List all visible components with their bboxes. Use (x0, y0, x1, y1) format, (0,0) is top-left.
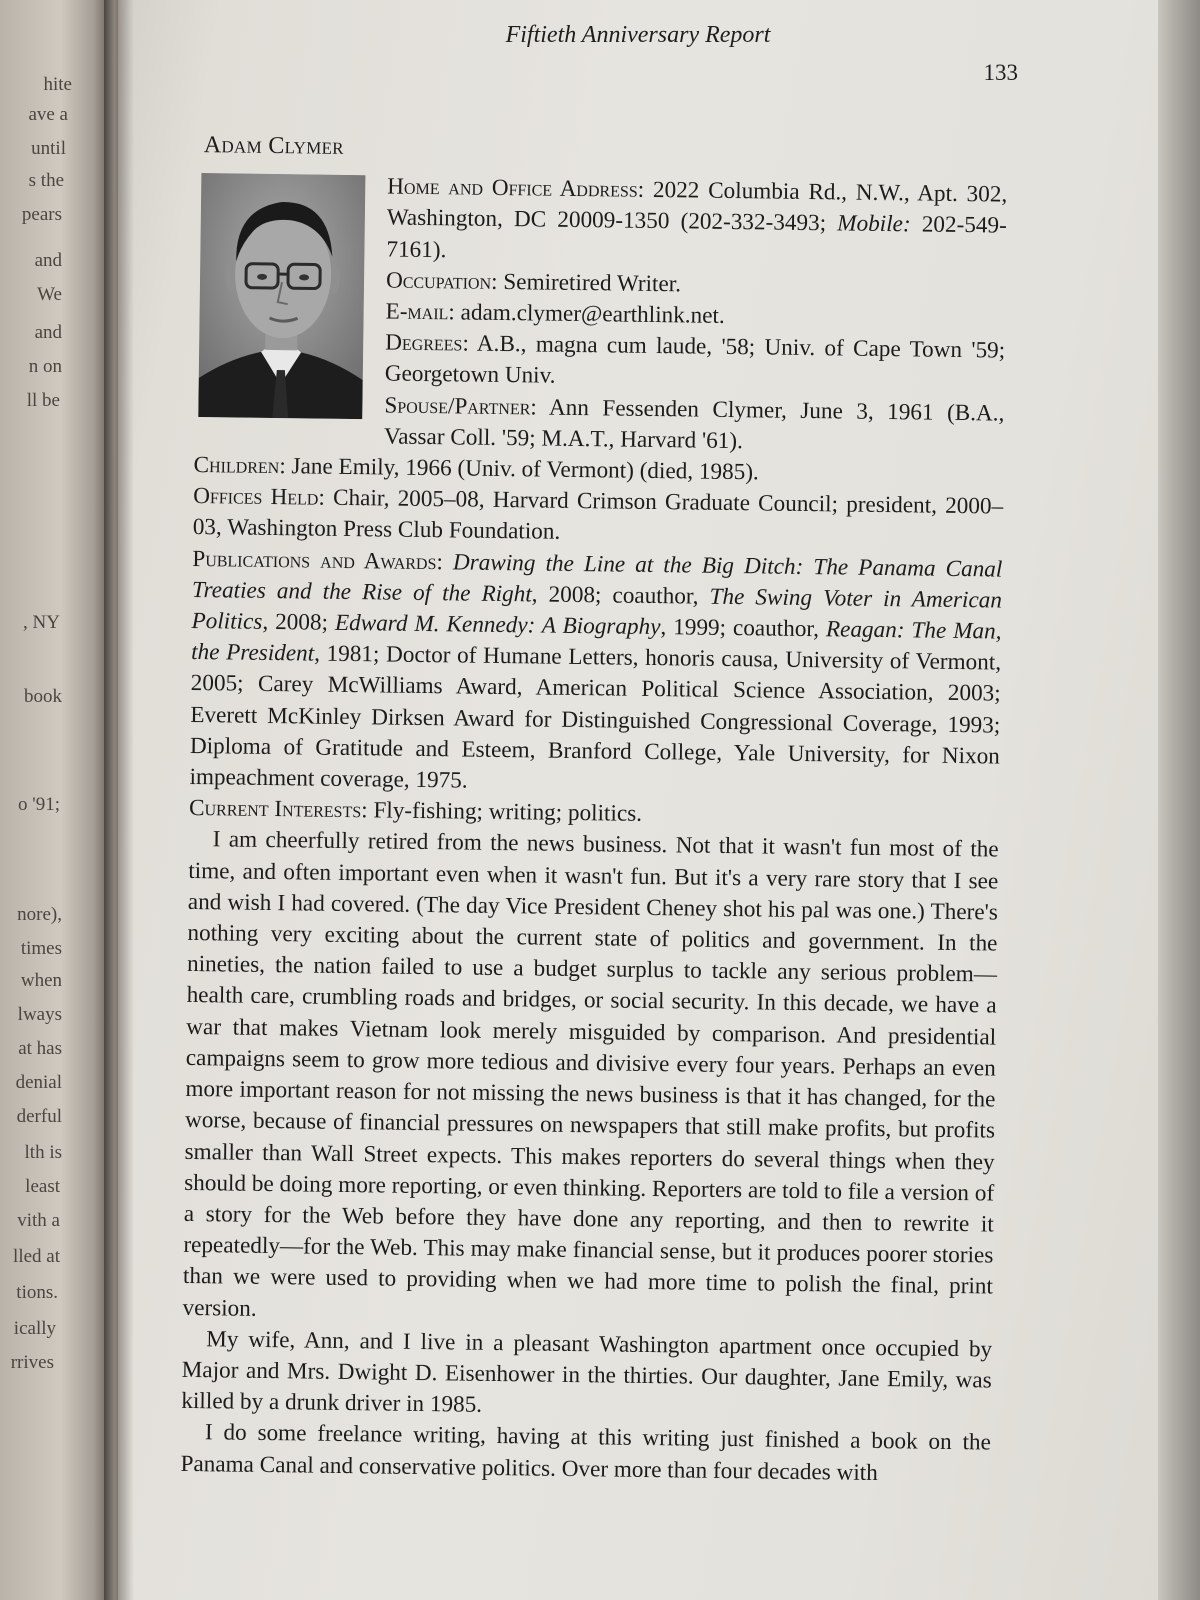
running-head: Fiftieth Anniversary Report (505, 22, 771, 48)
left-facing-page (0, 0, 110, 1600)
field-value: , 1981; Doctor of Humane Letters, honoris causa, University of Vermont, 2005; Carey McWilliams Award, American Political Science Association, 2003; Everett McKinley Dirksen Award for Distinguished Congressional Coverage, 1993; Diploma of Gratitude and Esteem, Branford College, Yale University, for Nixon impeachment coverage, 1975. (189, 640, 1002, 794)
left-page-fragment: derful (16, 1106, 62, 1127)
entry-name: Adam Clymer (203, 132, 345, 160)
field-value: 2022 Columbia Rd., N.W., Apt. 302, Washington, DC 20009-1350 (202-332-3493; (386, 177, 1008, 237)
left-page-fragment: ll be (26, 390, 60, 411)
field-value: , 2008; (262, 608, 336, 636)
left-page-fragment: tions. (16, 1282, 58, 1303)
publication-title: Edward M. Kennedy: A Biography (334, 609, 661, 641)
left-page-fragment: n on (28, 356, 62, 377)
field-value: Jane Emily, 1966 (Univ. of Vermont) (died, 1985). (285, 453, 759, 486)
field-label-mobile: Mobile: (837, 210, 911, 238)
field-offices (193, 481, 1004, 554)
page-edge (1158, 0, 1200, 1600)
left-page-fragment: vith a (17, 1210, 60, 1231)
body-paragraph: I am cheerfully retired from the news business. Not that it wasn't fun most of the time, and often important even when it wasn't fun. But it's a very rare story that I see and wish I had covered. (The day Vice President Cheney shot his pal was one.) There's nothing very exciting about the current state of politics and government. In the nineties, the nation failed to use a budget surplus to tackle any serious problem—health care, crumbling roads and bridges, or social security. In this decade, we have a war that makes Vietnam look merely misguided by comparison. And presidential campaigns seem to grow more tedious and divisive every four years. Perhaps an even more important reason for not missing the news business is that it has changed, for the worse, because of financial pressures on newspapers that still make profits, but profits smaller than Wall Street expects. This makes reporters do several things when they should be doing more reporting, or even thinking. Reporters are told to file a version of a story for the Web before they have done any reporting, and then to rewrite it repeatedly—for the Web. This may make financial sense, but it produces poorer stories than we were used to providing when we had more time to polish the final, print version. (182, 826, 999, 1322)
field-publications (189, 544, 1002, 804)
field-value: 202-549-7161). (386, 211, 1007, 263)
left-page-fragment: least (25, 1176, 60, 1197)
field-value: A.B., magna cum laude, '58; Univ. of Cape Town '59; Georgetown Univ. (384, 330, 1006, 390)
left-page-fragment: pears (21, 204, 62, 225)
left-page-fragment: o '91; (18, 794, 60, 815)
left-page-fragment: s the (28, 170, 64, 191)
left-page-fragment: ically (13, 1318, 56, 1339)
page-number: 133 (983, 60, 1018, 85)
publication-title: The Swing Voter in American Politics (191, 583, 1003, 635)
field-value: Semiretired Writer. (497, 268, 682, 298)
field-value: Ann Fessenden Clymer, June 3, 1961 (B.A., Vassar Coll. '59; M.A.T., Harvard '61). (383, 394, 1005, 454)
field-label: Spouse/Partner: (384, 392, 537, 421)
body-paragraph: My wife, Ann, and I live in a pleasant Washington apartment once occupied by Major and Mrs. Dwight D. Eisenhower in the thirties. Our daughter, Jane Emily, was killed by a drunk driver in 1985. (181, 1325, 993, 1418)
publication-title: Reagan: The Man, the President (190, 616, 1002, 667)
portrait-icon (198, 173, 365, 419)
field-label: Children: (193, 452, 286, 480)
left-page-fragment: nore), (17, 904, 62, 925)
left-page-fragment: when (20, 970, 62, 991)
left-page-fragment: denial (15, 1072, 62, 1093)
left-page-fragment: and (34, 250, 62, 271)
left-page-fragment: lled at (13, 1246, 60, 1267)
field-label: Offices Held: (193, 483, 326, 511)
left-page-fragment: lways (17, 1004, 62, 1025)
left-page-fragment: ave a (28, 104, 68, 125)
left-page-fragment: , NY (23, 612, 60, 633)
left-page-fragment: times (20, 938, 62, 959)
field-label: E-mail: (385, 298, 456, 326)
publication-title: Drawing the Line at the Big Ditch: The Panama Canal Treaties and the Rise of the Right (191, 549, 1003, 608)
left-page-fragment: lth is (24, 1142, 62, 1163)
field-value: , 2008; coauthor, (531, 581, 710, 610)
left-page-fragment: until (31, 138, 66, 159)
field-value: Chair, 2005–08, Harvard Crimson Graduate Council; president, 2000–03, Washington Press Club Foundation. (192, 484, 1004, 546)
field-value: Fly-fishing; writing; politics. (367, 797, 643, 828)
left-page-fragment: book (24, 686, 62, 707)
book-page (118, 0, 1158, 1600)
left-page-fragment: rrives (10, 1352, 54, 1373)
left-page-fragment: We (37, 284, 62, 305)
field-label: Publications and Awards: (192, 545, 444, 575)
left-page-fragment: and (34, 322, 62, 343)
left-page-fragment: at has (18, 1038, 62, 1059)
field-value: adam.clymer@earthlink.net. (454, 299, 725, 329)
field-label: Home and Office Address: (387, 173, 645, 204)
body-paragraph: I do some freelance writing, having at this writing just finished a book on the Panama Canal and conservative politics. Over more than four decades with (180, 1419, 992, 1486)
left-page-fragment: hite (43, 74, 72, 95)
field-label: Current Interests: (188, 795, 368, 824)
field-label: Degrees: (385, 329, 470, 357)
gutter-shadow (104, 0, 134, 1600)
field-label: Occupation: (385, 267, 498, 295)
portrait-photo (198, 173, 365, 419)
entry (180, 130, 1008, 1490)
field-value: , 1999; coauthor, (660, 614, 827, 643)
